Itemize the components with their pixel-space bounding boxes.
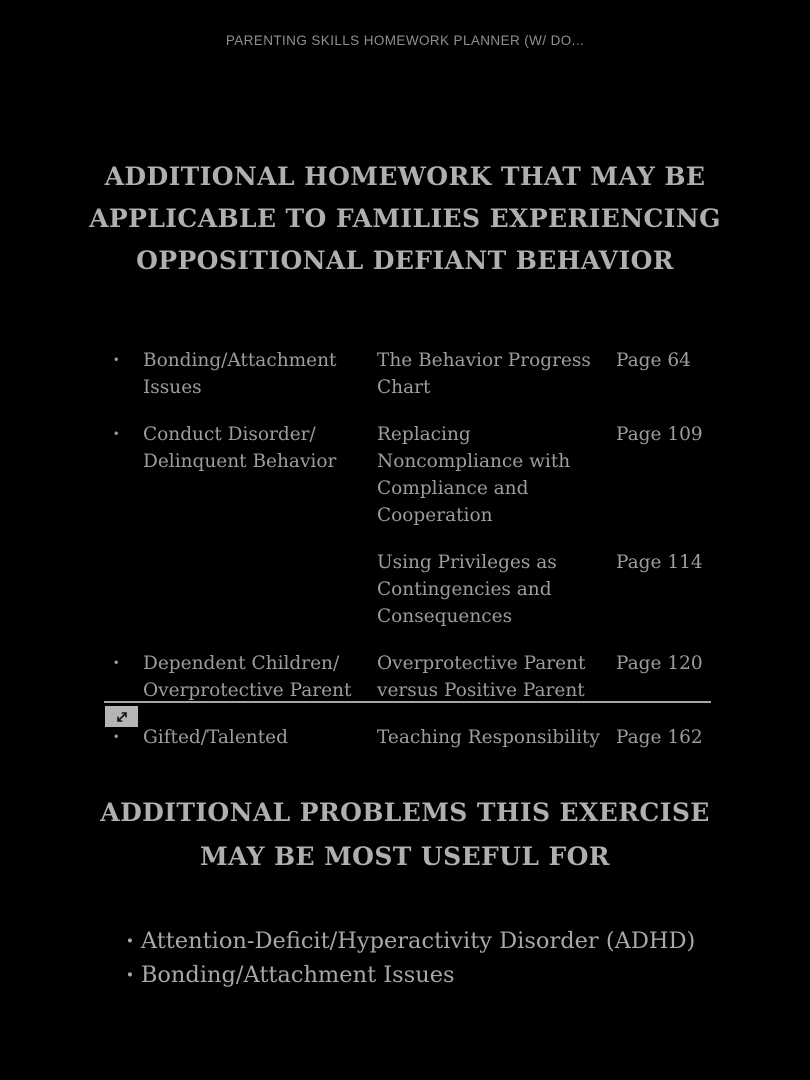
table-divider bbox=[104, 701, 711, 703]
row-bullet: · bbox=[113, 727, 120, 748]
list-item bbox=[126, 958, 750, 992]
table-row bbox=[105, 724, 711, 751]
book-title-header: PARENTING SKILLS HOMEWORK PLANNER (W/ DO... bbox=[225, 33, 585, 48]
row-page-number: Page 64 bbox=[616, 350, 691, 371]
section-heading-additional-problems: ADDITIONAL PROBLEMS THIS EXERCISE MAY BE MOST USEFUL FOR bbox=[100, 798, 710, 871]
row-exercise: Overprotective Parent versus Positive Parent bbox=[377, 653, 586, 701]
table-row bbox=[105, 421, 711, 529]
row-category: Bonding/Attachment Issues bbox=[143, 350, 337, 398]
row-category: Conduct Disorder/ Delinquent Behavior bbox=[143, 424, 337, 472]
row-page-number: Page 109 bbox=[616, 424, 703, 445]
row-category: Dependent Children/ Overprotective Parent bbox=[143, 653, 352, 701]
row-exercise: Replacing Noncompliance with Compliance and Cooperation bbox=[377, 424, 571, 526]
list-bullet: · bbox=[126, 928, 134, 954]
section-heading-additional-homework: ADDITIONAL HOMEWORK THAT MAY BE APPLICABLE TO FAMILIES EXPERIENCING OPPOSITIONAL DEFIANT BEHAVIOR bbox=[89, 162, 721, 275]
list-item-text: Attention-Deficit/Hyperactivity Disorder (ADHD) bbox=[140, 928, 696, 954]
row-page-number: Page 114 bbox=[616, 552, 703, 573]
table-row bbox=[105, 549, 711, 630]
row-exercise: Using Privileges as Contingencies and Consequences bbox=[377, 552, 557, 627]
list-item bbox=[126, 924, 750, 958]
expand-table-button[interactable] bbox=[105, 706, 138, 727]
row-page-number: Page 162 bbox=[616, 727, 703, 748]
exercise-cross-reference-table bbox=[105, 347, 711, 771]
row-category bbox=[143, 549, 377, 630]
row-page-number: Page 120 bbox=[616, 653, 703, 674]
list-bullet: · bbox=[126, 962, 134, 988]
row-category: Gifted/Talented bbox=[143, 727, 288, 748]
row-bullet: · bbox=[113, 653, 120, 674]
expand-diagonal-arrow-icon bbox=[114, 709, 130, 725]
row-exercise: Teaching Responsibility bbox=[377, 727, 600, 748]
additional-problems-list bbox=[126, 924, 750, 992]
table-row bbox=[105, 650, 711, 704]
row-exercise: The Behavior Progress Chart bbox=[377, 350, 591, 398]
row-bullet: · bbox=[113, 424, 120, 445]
row-bullet: · bbox=[113, 350, 120, 371]
row-bullet bbox=[105, 549, 143, 630]
list-item-text: Bonding/Attachment Issues bbox=[140, 962, 455, 988]
table-row bbox=[105, 347, 711, 401]
